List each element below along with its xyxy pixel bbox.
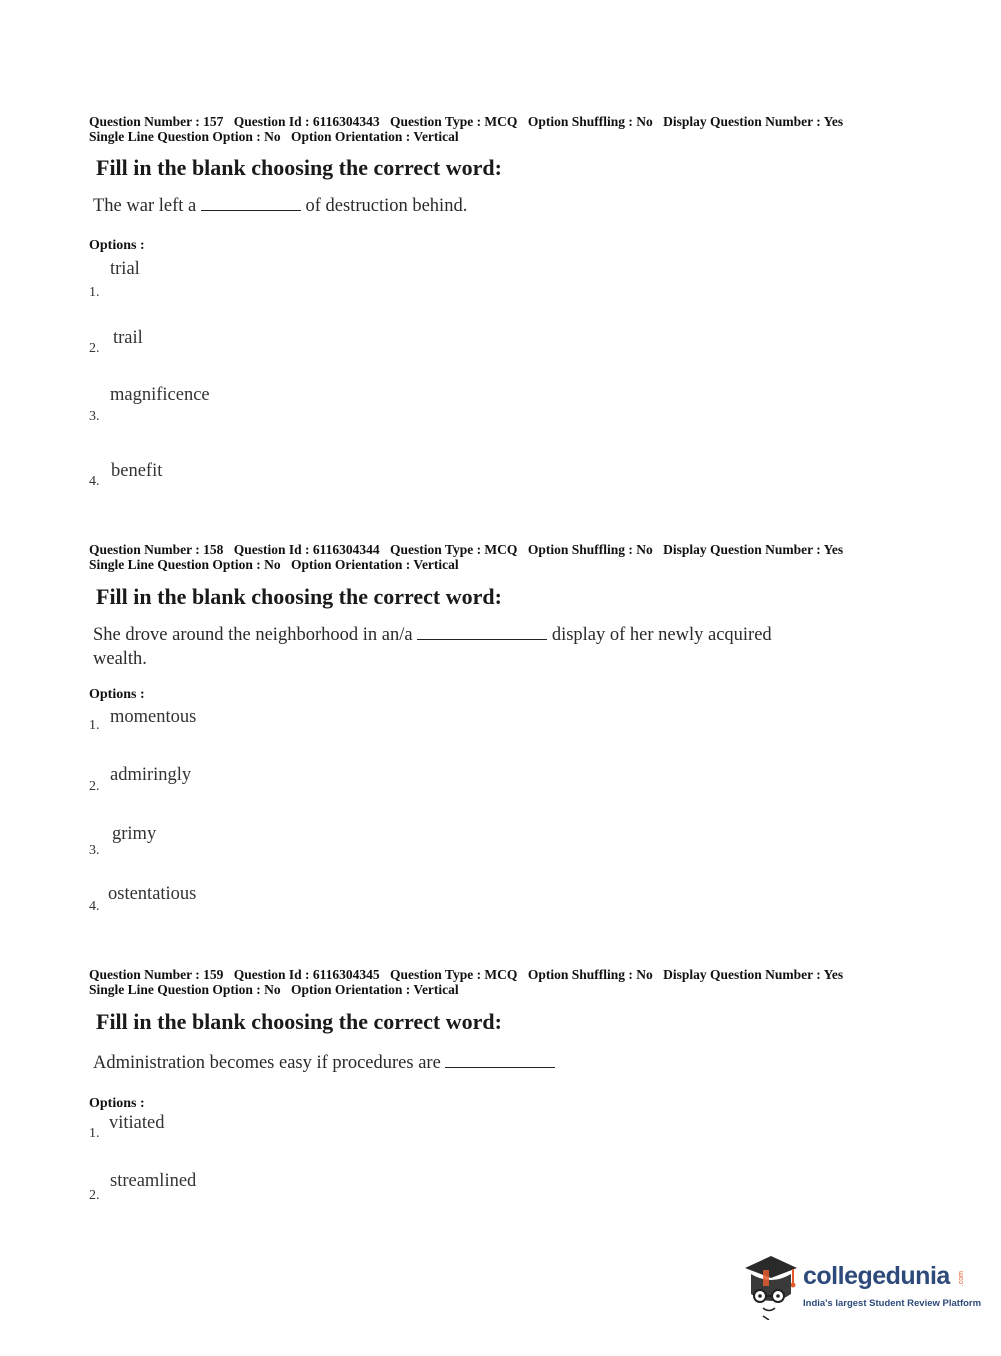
meta-display-number: Display Question Number : Yes (663, 114, 844, 129)
meta-single-line: Single Line Question Option : No (89, 556, 281, 572)
option-text: trail (113, 328, 143, 348)
question-text-before: She drove around the neighborhood in an/a (93, 625, 413, 645)
options-label: Options : (89, 238, 145, 253)
meta-question-type: Question Type : MCQ (390, 114, 518, 129)
question-meta (89, 543, 850, 572)
meta-option-shuffling: Option Shuffling : No (527, 542, 653, 557)
meta-option-shuffling: Option Shuffling : No (527, 114, 653, 129)
option-text: admiringly (110, 765, 192, 785)
question-meta (89, 115, 850, 144)
question-text-before: Administration becomes easy if procedures are (93, 1053, 441, 1073)
brand-tagline: India's largest Student Review Platform (803, 1298, 982, 1309)
options-label: Options : (89, 687, 145, 702)
meta-display-number: Display Question Number : Yes (663, 542, 844, 557)
question-meta (89, 968, 850, 997)
brand-suffix: .com (958, 1271, 965, 1287)
question-heading: Fill in the blank choosing the correct word: (96, 155, 502, 180)
option-text: ostentatious (108, 884, 197, 904)
meta-question-number: Question Number : 159 (89, 967, 224, 982)
meta-question-type: Question Type : MCQ (390, 542, 518, 557)
meta-question-id: Question Id : 6116304343 (233, 114, 380, 129)
meta-single-line: Single Line Question Option : No (89, 128, 281, 144)
option-text: momentous (110, 707, 197, 727)
options-label: Options : (89, 1096, 145, 1111)
option-text: benefit (111, 461, 163, 481)
question-text-after: display of her newly acquired (551, 625, 772, 645)
option-text: magnificence (110, 385, 210, 405)
meta-question-number: Question Number : 157 (89, 114, 224, 129)
meta-orientation: Option Orientation : Vertical (291, 981, 459, 997)
fill-blank (417, 627, 547, 640)
option-number: 2. (89, 779, 100, 794)
meta-orientation: Option Orientation : Vertical (291, 128, 459, 144)
question-text (93, 623, 772, 671)
option-number: 3. (89, 843, 100, 858)
meta-single-line: Single Line Question Option : No (89, 981, 281, 997)
option-number: 1. (89, 718, 100, 733)
graduate-mascot-icon (741, 1250, 801, 1320)
fill-blank (445, 1055, 555, 1068)
meta-question-id: Question Id : 6116304345 (233, 967, 380, 982)
option-number: 3. (89, 409, 100, 424)
option-number: 2. (89, 1188, 100, 1203)
option-number: 1. (89, 1126, 100, 1141)
option-number: 1. (89, 285, 100, 300)
question-text-after: of destruction behind. (305, 196, 468, 216)
meta-option-shuffling: Option Shuffling : No (527, 967, 653, 982)
question-text-line2: wealth. (93, 649, 147, 669)
question-text (93, 194, 467, 218)
option-text: streamlined (110, 1171, 197, 1191)
option-text: grimy (112, 824, 157, 844)
option-number: 2. (89, 341, 100, 356)
meta-question-number: Question Number : 158 (89, 542, 224, 557)
meta-orientation: Option Orientation : Vertical (291, 556, 459, 572)
question-text-before: The war left a (93, 196, 197, 216)
option-number: 4. (89, 899, 100, 914)
fill-blank (201, 198, 301, 211)
meta-question-id: Question Id : 6116304344 (233, 542, 380, 557)
question-text (93, 1051, 555, 1075)
meta-display-number: Display Question Number : Yes (663, 967, 844, 982)
option-number: 4. (89, 474, 100, 489)
question-heading: Fill in the blank choosing the correct word: (96, 1009, 502, 1034)
option-text: vitiated (109, 1113, 165, 1133)
question-heading: Fill in the blank choosing the correct word: (96, 584, 502, 609)
option-text: trial (110, 259, 140, 279)
meta-question-type: Question Type : MCQ (390, 967, 518, 982)
brand-name: collegedunia (803, 1262, 950, 1290)
